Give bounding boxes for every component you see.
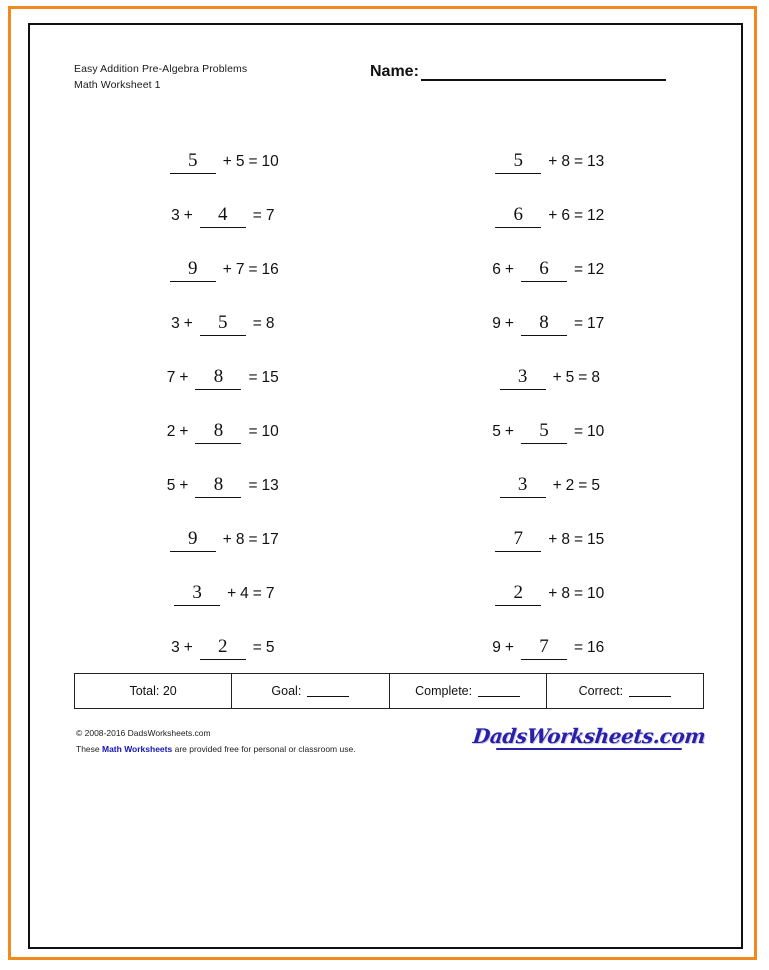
operand: 9 xyxy=(492,315,501,332)
problem-left-2 xyxy=(60,189,386,243)
operand: 6 xyxy=(492,261,501,278)
problem-right-3 xyxy=(386,243,712,297)
result: 16 xyxy=(261,261,279,278)
operator-equals: = xyxy=(252,207,262,224)
result: 17 xyxy=(261,531,279,548)
operator-equals: = xyxy=(573,315,583,332)
operator-equals: = xyxy=(573,423,583,440)
score-cell-goal[interactable] xyxy=(232,674,389,708)
answer-blank[interactable]: 3 xyxy=(500,474,546,498)
answer-blank[interactable]: 9 xyxy=(170,258,216,282)
worksheet-page xyxy=(28,23,743,949)
answer-blank[interactable]: 3 xyxy=(174,582,220,606)
goal-blank-line[interactable] xyxy=(307,685,349,697)
operator-equals: = xyxy=(248,531,258,548)
operator-plus: + xyxy=(504,639,514,656)
result: 12 xyxy=(587,207,605,224)
operand: 7 xyxy=(166,369,176,386)
name-input-line[interactable] xyxy=(421,64,666,81)
operator-equals: = xyxy=(578,477,588,494)
problem-left-3 xyxy=(60,243,386,297)
problem-left-4 xyxy=(60,297,386,351)
math-worksheets-link[interactable]: Math Worksheets xyxy=(102,744,173,754)
result: 17 xyxy=(587,315,605,332)
operand: 2 xyxy=(565,477,575,494)
score-cell-total xyxy=(75,674,232,708)
answer-blank[interactable]: 8 xyxy=(521,312,567,336)
result: 15 xyxy=(261,369,279,386)
problem-left-1 xyxy=(60,135,386,189)
operator-plus: + xyxy=(548,153,558,170)
operator-plus: + xyxy=(548,531,558,548)
operator-plus: + xyxy=(179,477,189,494)
answer-blank[interactable]: 5 xyxy=(200,312,246,336)
result: 10 xyxy=(587,585,605,602)
operand: 8 xyxy=(561,585,570,602)
operator-plus: + xyxy=(504,423,514,440)
footer-copyright xyxy=(76,725,356,757)
operator-equals: = xyxy=(252,639,262,656)
goal-label: Goal: xyxy=(271,684,302,698)
answer-blank[interactable]: 7 xyxy=(495,528,541,552)
usage-line xyxy=(76,741,356,757)
operand: 8 xyxy=(235,531,245,548)
answer-blank[interactable]: 5 xyxy=(495,150,541,174)
name-label: Name: xyxy=(370,63,419,80)
total-label: Total: 20 xyxy=(129,684,177,698)
operator-plus: + xyxy=(222,531,232,548)
score-summary-table xyxy=(74,673,704,709)
operand: 5 xyxy=(166,477,176,494)
result: 12 xyxy=(587,261,605,278)
logo-text: DadsWorksheets.com xyxy=(471,724,707,748)
score-cell-correct[interactable] xyxy=(547,674,703,708)
operand: 5 xyxy=(235,153,245,170)
worksheet-content xyxy=(30,25,741,947)
result: 10 xyxy=(587,423,605,440)
operator-plus: + xyxy=(552,369,562,386)
operand: 7 xyxy=(235,261,245,278)
problem-right-1 xyxy=(386,135,712,189)
operator-plus: + xyxy=(222,153,232,170)
correct-label: Correct: xyxy=(578,684,624,698)
answer-blank[interactable]: 9 xyxy=(170,528,216,552)
orange-page-border xyxy=(8,6,757,960)
answer-blank[interactable]: 8 xyxy=(195,366,241,390)
problem-left-10 xyxy=(60,621,386,675)
complete-label: Complete: xyxy=(415,684,473,698)
answer-blank[interactable]: 8 xyxy=(195,474,241,498)
answer-blank[interactable]: 5 xyxy=(521,420,567,444)
operand: 8 xyxy=(561,531,570,548)
operand: 8 xyxy=(561,153,570,170)
operator-equals: = xyxy=(578,369,588,386)
result: 10 xyxy=(261,153,279,170)
operator-plus: + xyxy=(183,207,193,224)
result: 15 xyxy=(587,531,605,548)
result: 13 xyxy=(587,153,605,170)
result: 16 xyxy=(587,639,605,656)
answer-blank[interactable]: 8 xyxy=(195,420,241,444)
operator-equals: = xyxy=(248,369,258,386)
operand: 3 xyxy=(171,207,180,224)
problem-left-8 xyxy=(60,513,386,567)
usage-prefix: These xyxy=(76,744,100,754)
problem-right-6 xyxy=(386,405,712,459)
operator-equals: = xyxy=(248,477,258,494)
operator-equals: = xyxy=(573,153,583,170)
correct-blank-line[interactable] xyxy=(629,685,671,697)
problem-right-10 xyxy=(386,621,712,675)
operator-plus: + xyxy=(227,585,237,602)
operator-plus: + xyxy=(183,315,193,332)
problem-left-5 xyxy=(60,351,386,405)
problem-right-4 xyxy=(386,297,712,351)
operator-plus: + xyxy=(548,207,558,224)
operand: 2 xyxy=(166,423,176,440)
answer-blank[interactable]: 6 xyxy=(521,258,567,282)
operator-equals: = xyxy=(573,639,583,656)
answer-blank[interactable]: 5 xyxy=(170,150,216,174)
worksheet-title-line-1: Easy Addition Pre-Algebra Problems xyxy=(74,63,248,75)
copyright-line: © 2008-2016 DadsWorksheets.com xyxy=(76,728,211,738)
problem-right-5 xyxy=(386,351,712,405)
operator-equals: = xyxy=(573,261,583,278)
operator-equals: = xyxy=(252,315,262,332)
answer-blank[interactable]: 4 xyxy=(200,204,246,228)
operand: 5 xyxy=(492,423,501,440)
operator-equals: = xyxy=(252,585,262,602)
score-cell-complete[interactable] xyxy=(390,674,547,708)
problem-right-8 xyxy=(386,513,712,567)
operand: 9 xyxy=(492,639,501,656)
worksheet-header xyxy=(60,51,711,109)
operator-plus: + xyxy=(179,423,189,440)
operator-equals: = xyxy=(573,531,583,548)
operator-plus: + xyxy=(179,369,189,386)
operator-plus: + xyxy=(504,315,514,332)
result: 7 xyxy=(265,207,275,224)
answer-blank[interactable]: 2 xyxy=(495,582,541,606)
operator-plus: + xyxy=(548,585,558,602)
operator-plus: + xyxy=(222,261,232,278)
operator-equals: = xyxy=(573,207,583,224)
operator-plus: + xyxy=(183,639,193,656)
result: 10 xyxy=(261,423,279,440)
operand: 5 xyxy=(565,369,575,386)
operator-equals: = xyxy=(248,261,258,278)
answer-blank[interactable]: 2 xyxy=(200,636,246,660)
result: 8 xyxy=(265,315,275,332)
problem-left-7 xyxy=(60,459,386,513)
page-title xyxy=(74,61,247,93)
dadsworksheets-logo[interactable] xyxy=(471,719,707,753)
result: 7 xyxy=(265,585,275,602)
complete-blank-line[interactable] xyxy=(478,685,520,697)
usage-suffix: are provided free for personal or classroom use. xyxy=(174,744,356,754)
problem-left-9 xyxy=(60,567,386,621)
operator-equals: = xyxy=(248,423,258,440)
operand: 6 xyxy=(561,207,570,224)
result: 13 xyxy=(261,477,279,494)
operator-equals: = xyxy=(573,585,583,602)
problem-right-7 xyxy=(386,459,712,513)
operand: 3 xyxy=(171,639,180,656)
answer-blank[interactable]: 3 xyxy=(500,366,546,390)
name-field-block xyxy=(370,63,666,81)
logo-underline xyxy=(496,748,682,750)
problem-left-6 xyxy=(60,405,386,459)
operator-plus: + xyxy=(552,477,562,494)
result: 5 xyxy=(265,639,275,656)
operand: 4 xyxy=(240,585,249,602)
operator-plus: + xyxy=(504,261,514,278)
problem-right-9 xyxy=(386,567,712,621)
operator-equals: = xyxy=(248,153,258,170)
worksheet-title-line-2: Math Worksheet 1 xyxy=(74,79,161,91)
problem-right-2 xyxy=(386,189,712,243)
answer-blank[interactable]: 7 xyxy=(521,636,567,660)
answer-blank[interactable]: 6 xyxy=(495,204,541,228)
result: 5 xyxy=(591,477,600,494)
result: 8 xyxy=(591,369,600,386)
operand: 3 xyxy=(171,315,180,332)
problems-grid xyxy=(60,135,711,675)
